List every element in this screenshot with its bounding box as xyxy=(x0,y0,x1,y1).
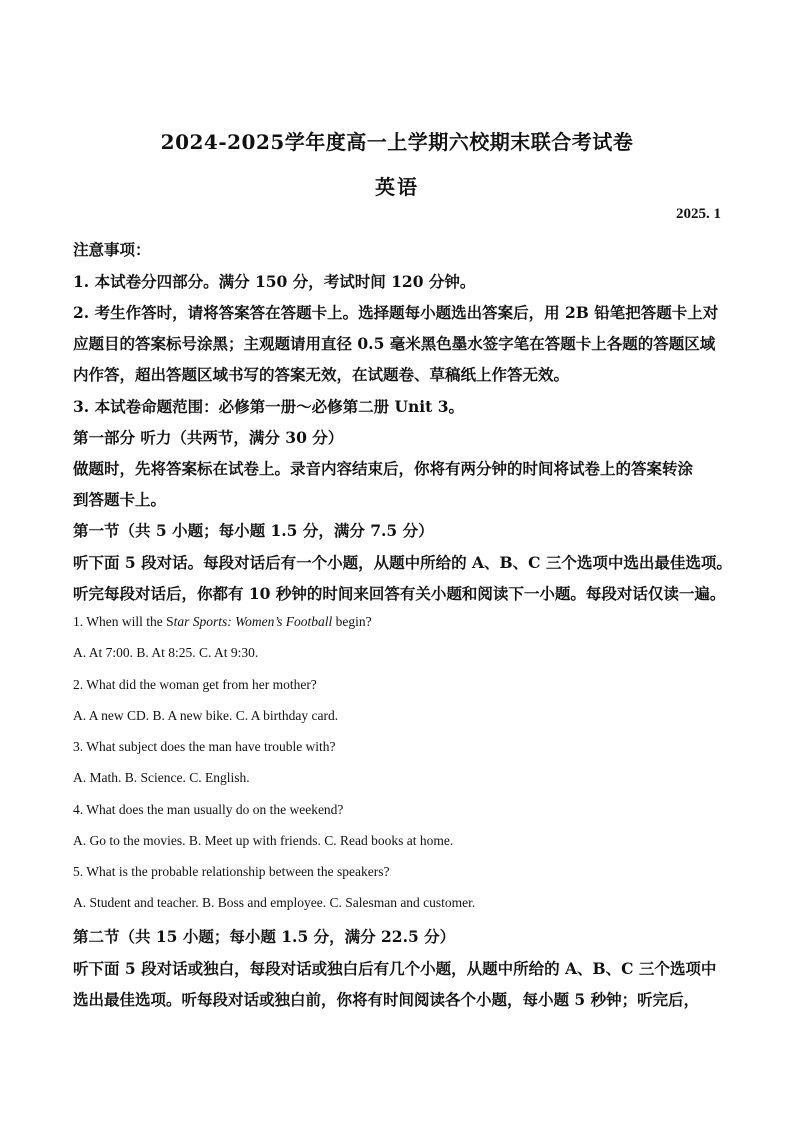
notice-item-3: 3. 本试卷命题范围：必修第一册～必修第二册 Unit 3。 xyxy=(73,397,464,416)
exam-subject: 英语 xyxy=(375,175,419,199)
section1-heading: 第一节（共 5 小题；每小题 1.5 分，满分 7.5 分） xyxy=(73,521,434,540)
question-1-text: 1. When will the S xyxy=(73,614,174,629)
question-5-options: A. Student and teacher. B. Boss and employee. C. Salesman and customer. xyxy=(73,895,476,910)
part1-instruction-line-1: 做题时，先将答案标在试卷上。录音内容结束后，你将有两分钟的时间将试卷上的答案转涂 xyxy=(73,459,694,478)
notice-item-2-line-2: 应题目的答案标号涂黑；主观题请用直径 0.5 毫米黑色墨水签字笔在答题卡上各题的答题区域 xyxy=(73,334,716,353)
question-2-options: A. A new CD. B. A new bike. C. A birthday card. xyxy=(73,708,339,723)
exam-date: 2025. 1 xyxy=(676,206,721,222)
notice-item-2-line-3: 内作答，超出答题区域书写的答案无效，在试题卷、草稿纸上作答无效。 xyxy=(73,365,570,384)
notice-item-1: 1. 本试卷分四部分。满分 150 分，考试时间 120 分钟。 xyxy=(73,272,476,291)
section1-instruction-line-1: 听下面 5 段对话。每段对话后有一个小题，从题中所给的 A、B、C 三个选项中选出最佳选项。 xyxy=(73,553,732,572)
question-2: 2. What did the woman get from her mother? xyxy=(73,677,317,692)
question-3: 3. What subject does the man have trouble with? xyxy=(73,739,336,754)
question-1-italic-title: tar Sports: Women’s Football xyxy=(173,614,333,629)
exam-title: 2024-2025学年度高一上学期六校期末联合考试卷 xyxy=(160,130,634,154)
notice-heading: 注意事项： xyxy=(73,240,151,259)
notice-item-2-line-1: 2. 考生作答时，请将答案答在答题卡上。选择题每小题选出答案后，用 2B 铅笔把答题卡上对 xyxy=(73,303,719,322)
question-1-options: A. At 7:00. B. At 8:25. C. At 9:30. xyxy=(73,645,259,660)
section2-instruction-line-2: 选出最佳选项。听每段对话或独白前，你将有时间阅读各个小题，每小题 5 秒钟；听完后， xyxy=(73,990,700,1009)
question-5: 5. What is the probable relationship between the speakers? xyxy=(73,864,390,879)
part1-instruction-line-2: 到答题卡上。 xyxy=(73,490,167,509)
question-3-options: A. Math. B. Science. C. English. xyxy=(73,770,250,785)
question-4: 4. What does the man usually do on the weekend? xyxy=(73,802,344,817)
section2-instruction-line-1: 听下面 5 段对话或独白，每段对话或独白后有几个小题，从题中所给的 A、B、C 三个选项中 xyxy=(73,959,717,978)
question-4-options: A. Go to the movies. B. Meet up with friends. C. Read books at home. xyxy=(73,833,454,848)
section2-heading: 第二节（共 15 小题；每小题 1.5 分，满分 22.5 分） xyxy=(73,927,456,946)
section1-instruction-line-2: 听完每段对话后，你都有 10 秒钟的时间来回答有关小题和阅读下一小题。每段对话仅读一遍。 xyxy=(73,584,726,603)
part1-heading: 第一部分 听力（共两节，满分 30 分） xyxy=(73,428,344,447)
question-1 xyxy=(73,614,372,630)
question-1-suffix: begin? xyxy=(332,614,372,629)
